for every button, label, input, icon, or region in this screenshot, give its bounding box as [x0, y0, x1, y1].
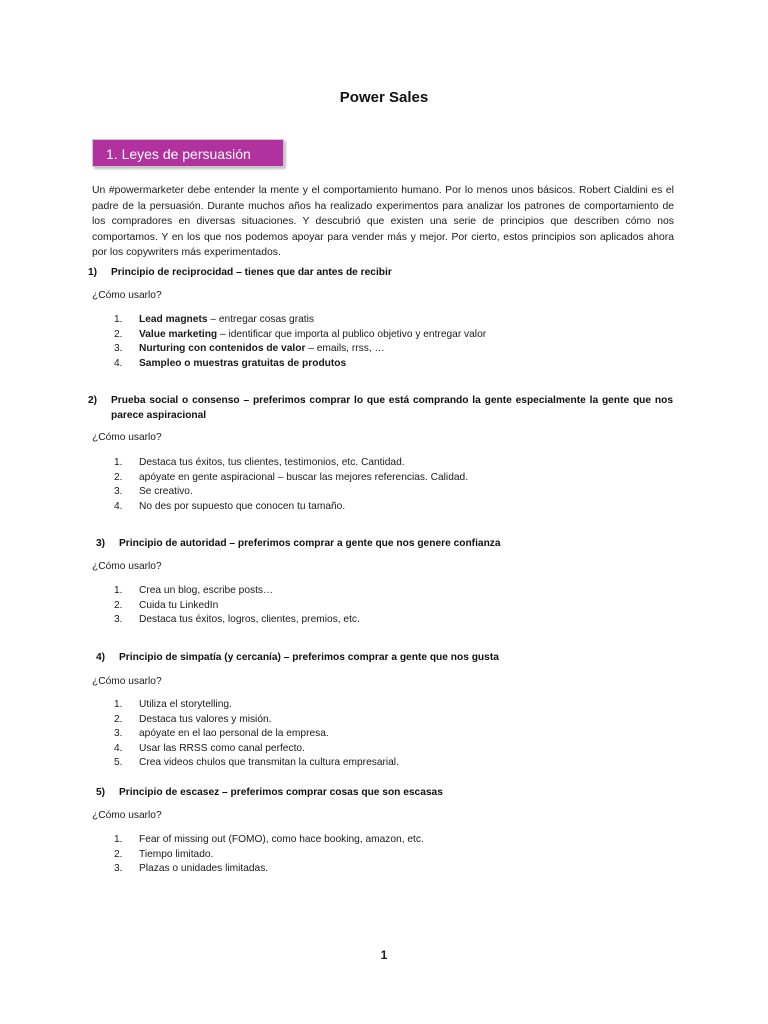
list-item: 2. Tiempo limitado. [114, 848, 214, 860]
principle-text: Principio de autoridad – preferimos comprar a gente que nos genere confianza [119, 538, 501, 549]
list-item: 5. Crea videos chulos que transmitan la cultura empresarial. [114, 757, 399, 769]
list-item: 3. Destaca tus éxitos, logros, clientes, premios, etc. [114, 614, 360, 626]
page-title: Power Sales [339, 89, 429, 106]
principle-number: 3) [96, 538, 106, 549]
list-item: 4. No des por supuesto que conocen tu tamaño. [114, 500, 346, 512]
usage-list [114, 456, 468, 514]
principle-text: Prueba social o consenso – preferimos comprar lo que está comprando la gente especialmente la gente que nos parece aspiracional [111, 395, 673, 421]
howto-label: ¿Cómo usarlo? [92, 676, 162, 687]
howto-label: ¿Cómo usarlo? [92, 810, 162, 821]
list-item: 3. apóyate en el lao personal de la empresa. [114, 728, 329, 740]
usage-list [114, 698, 399, 771]
principle-heading [88, 393, 678, 423]
list-item: 3. Nurturing con contenidos de valor – emails, rrss, … [114, 343, 385, 355]
list-item: 4. Sampleo o muestras gratuitas de produtos [114, 357, 347, 369]
usage-list [114, 313, 486, 371]
list-item: 4. Usar las RRSS como canal perfecto. [114, 742, 305, 754]
usage-list [114, 833, 424, 877]
principle-text: Principio de escasez – preferimos comprar cosas que son escasas [119, 787, 443, 798]
list-item: 2. apóyate en gente aspiracional – buscar las mejores referencias. Calidad. [114, 471, 469, 483]
list-item: 2. Destaca tus valores y misión. [114, 713, 272, 725]
principle-number: 2) [88, 395, 98, 406]
list-item: 3. Se creativo. [114, 486, 193, 498]
howto-label: ¿Cómo usarlo? [92, 432, 162, 443]
section-heading: 1. Leyes de persuasión [92, 139, 284, 167]
list-item: 2. Value marketing – identificar que importa al publico objetivo y entregar valor [114, 328, 487, 340]
howto-label: ¿Cómo usarlo? [92, 290, 162, 301]
principle-number: 5) [96, 787, 106, 798]
usage-list [114, 584, 360, 628]
list-item: 1. Crea un blog, escribe posts… [114, 585, 274, 596]
principle-text: Principio de reciprocidad – tienes que dar antes de recibir [111, 267, 392, 278]
list-item: 1. Destaca tus éxitos, tus clientes, testimonios, etc. Cantidad. [114, 457, 405, 468]
list-item: 3. Plazas o unidades limitadas. [114, 863, 269, 875]
principle-number: 1) [88, 267, 98, 278]
principle-number: 4) [96, 652, 106, 663]
intro-paragraph: Un #powermarketer debe entender la mente y el comportamiento humano. Por lo menos unos básicos. Robert Cialdini es el padre de la persuasión. Durante muchos años ha realizado experimentos para analizar los patrones de comportamiento de los compradores en diversas situaciones. Y descubrió que existen una serie de principios que describen cómo nos comportamos. Y en los que nos podemos apoyar para vender más y mejor. Por cierto, estos principios son aplicados ahora por los copywriters más experimentados. [92, 185, 674, 259]
principle-text: Principio de simpatía (y cercanía) – preferimos comprar a gente que nos gusta [119, 652, 499, 663]
list-item: 1. Lead magnets – entregar cosas gratis [114, 314, 314, 325]
list-item: 2. Cuida tu LinkedIn [114, 599, 219, 611]
list-item: 1. Fear of missing out (FOMO), como hace booking, amazon, etc. [114, 834, 424, 845]
howto-label: ¿Cómo usarlo? [92, 561, 162, 572]
list-item: 1. Utiliza el storytelling. [114, 699, 232, 710]
page-number: 1 [380, 948, 388, 962]
